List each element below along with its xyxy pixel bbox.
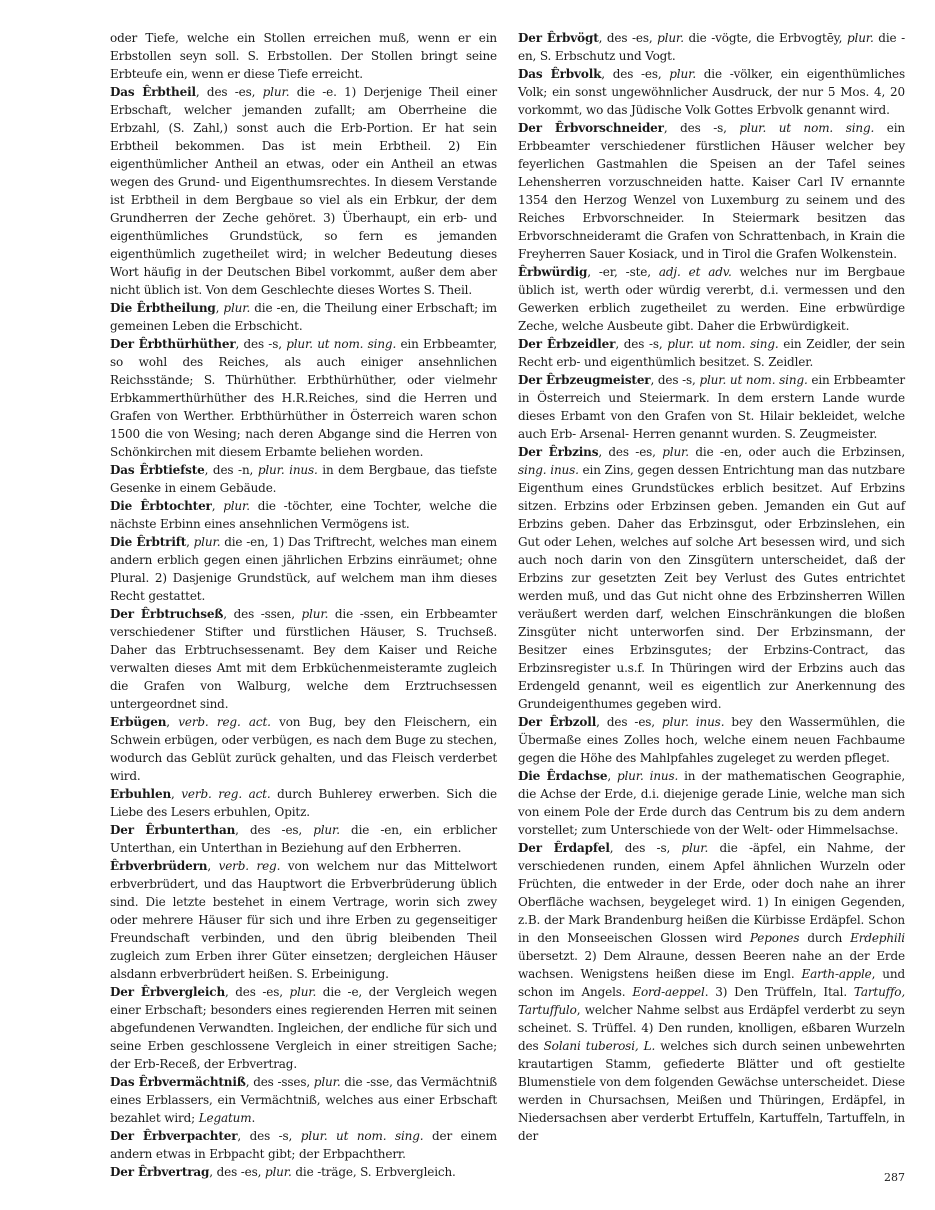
entry-headword: Der Êrbvorschneider bbox=[518, 121, 664, 135]
entry-text: , des -es, bbox=[596, 715, 663, 729]
entry-grammar-note: Pepones bbox=[749, 931, 800, 945]
entry-grammar-note: plur. bbox=[846, 31, 874, 45]
entry-text: . 3) Den Trüffeln, Ital. bbox=[704, 985, 854, 999]
entry-text: , des -ssen, bbox=[223, 607, 302, 621]
entry-grammar-note: plur. bbox=[662, 445, 689, 459]
entry-text: durch Buhlerey erwerben. Sich die Liebe des Lesers erbuhlen, Opitz. bbox=[110, 787, 497, 819]
entry-headword: Der Êrbvögt bbox=[518, 31, 599, 45]
entry-text: welches sich durch seinen unbewehrten krautartigen Stamm, gefiederte Blätter und oft gestielte Blumenstiele von dem folgenden Gewächse unterscheidet. Diese werden in Chursachsen, Meißen und Thüringen, Erdäpfel, in Niedersachsen aber verderbt Ertuffeln, Kartuffeln, Tartuffeln, in der bbox=[518, 1039, 905, 1143]
entry-grammar-note: plur. bbox=[193, 535, 221, 549]
dictionary-entry bbox=[518, 65, 905, 119]
right-column bbox=[518, 29, 905, 1145]
dictionary-entry bbox=[518, 371, 905, 443]
entry-text: , des -es, bbox=[209, 1165, 265, 1179]
entry-text: , und schon im Angels. bbox=[518, 967, 905, 999]
entry-headword: Der Êrdapfel bbox=[518, 841, 610, 855]
entry-text: , des -es, bbox=[225, 985, 290, 999]
entry-text: , des -n, bbox=[204, 463, 258, 477]
entry-grammar-note: plur. bbox=[223, 499, 250, 513]
entry-grammar-note: plur. inus. bbox=[616, 769, 679, 783]
entry-text: von Bug, bey den Fleischern, ein Schwein erbügen, oder verbügen, es nach dem Buge zu stechen, wodurch das Geblüt zurück gehalten, und das Fleisch verderbet wird. bbox=[110, 715, 497, 783]
entry-grammar-note: plur. bbox=[301, 607, 329, 621]
entry-text: von welchem nur das Mittelwort erbverbrüdert, und das Hauptwort die Erbverbrüderung üblich sind. Die letzte bestehet in einem Vertrage, worin sich zwey oder mehrere Häuser für sich und ihre Erben zu gegenseitiger Freundschaft verbinden, und den übrig bleibenden Theil zugleich zum Erben ihrer Güter einsetzen; dergleichen Häuser alsdann erbverbrüdert heißen. S. Erbeinigung. bbox=[110, 859, 497, 981]
entry-text: , des -es, bbox=[235, 823, 314, 837]
entry-headword: Der Êrbvergleich bbox=[110, 985, 226, 999]
dictionary-entry bbox=[110, 83, 497, 299]
entry-text: die -en, ein erblicher Unterthan, ein Unterthan in Beziehung auf den Erbherren. bbox=[110, 823, 498, 855]
entry-grammar-note: Legatum bbox=[198, 1111, 252, 1125]
entry-text: , des -es, bbox=[598, 445, 663, 459]
entry-text: die -en, oder auch die Erbzinsen, bbox=[688, 445, 905, 459]
dictionary-entry bbox=[110, 983, 497, 1073]
entry-grammar-note: verb. reg. bbox=[218, 859, 281, 873]
entry-grammar-note: plur. bbox=[313, 823, 340, 837]
entry-grammar-note: Eord-aeppel bbox=[632, 985, 705, 999]
entry-headword: Erbügen bbox=[110, 715, 167, 729]
entry-grammar-note: Tartuffo, Tartuffulo bbox=[518, 985, 905, 1017]
entry-grammar-note: plur. ut nom. sing. bbox=[667, 337, 779, 351]
entry-grammar-note: plur. ut nom. sing. bbox=[300, 1129, 424, 1143]
entry-headword: Der Êrbtruchseß bbox=[110, 607, 224, 621]
entry-text: , des -es, bbox=[195, 85, 263, 99]
entry-headword: Das Êrbvolk bbox=[518, 67, 602, 81]
entry-text: , -er, -ste, bbox=[587, 265, 659, 279]
entry-headword: Der Êrbzins bbox=[518, 445, 599, 459]
entry-grammar-note: Earth-apple bbox=[801, 967, 872, 981]
entry-grammar-note: plur. bbox=[669, 67, 696, 81]
entry-grammar-note: plur. bbox=[313, 1075, 341, 1089]
entry-text: ein Zeidler, der sein Recht erb- und eigenthümlich besitzet. S. Zeidler. bbox=[518, 337, 905, 369]
entry-headword: Êrbwürdig bbox=[518, 265, 588, 279]
entry-text: die -völker, ein eigenthümliches Volk; ein sonst ungewöhnlicher Ausdruck, der nur 5 Mos. 4, 20 vorkommt, wo das Jüdische Volk Gottes Erbvolk genannt wird. bbox=[518, 67, 905, 117]
entry-headword: Das Êrbtiefste bbox=[110, 463, 205, 477]
entry-text: , bbox=[186, 535, 194, 549]
entry-grammar-note: plur. bbox=[264, 1165, 292, 1179]
entry-text: , des -s, bbox=[615, 337, 668, 351]
entry-text: die -sse, das Vermächtniß eines Erblassers, ein Vermächtniß, welches aus einer Erbschaft bezahlet wird; bbox=[110, 1075, 497, 1125]
dictionary-entry bbox=[518, 713, 905, 767]
dictionary-entry bbox=[518, 443, 905, 713]
entry-text: ein Erbbeamter verschiedener fürstlichen Häuser welcher bey feyerlichen Gastmahlen die Speisen an der Tafel seines Lehensherren vorzuschneiden hatte. Kaiser Carl IV ernannte 1354 den Herzog Wenzel von Luxemburg zu seinem und des Reiches Erbvorschneider. In Steiermark besitzen das Erbvorschneideramt die Grafen von Schrattenbach, in Krain die Freyherren Sauer Kosiack, und in Tirol die Grafen Wolkenstein. bbox=[518, 121, 905, 261]
entry-grammar-note: plur. bbox=[262, 85, 290, 99]
entry-grammar-note: plur. bbox=[657, 31, 684, 45]
dictionary-entry bbox=[518, 767, 905, 839]
dictionary-entry bbox=[110, 1127, 497, 1163]
entry-grammar-note: plur. inus. bbox=[662, 715, 725, 729]
entry-text: die -ssen, ein Erbbeamter verschiedener Stifter und fürstlichen Häuser, S. Truchseß. Daher das Erbtruchsessenamt. Bey dem Kaiser und Reiche verwalten dieses Amt mit dem Erbküchenmeisteramte zugleich die Grafen von Walburg, welche dem Erztruchsessen untergeordnet sind. bbox=[110, 607, 498, 711]
entry-headword: Das Êrbtheil bbox=[110, 85, 196, 99]
dictionary-entry bbox=[518, 335, 905, 371]
entry-text: durch bbox=[799, 931, 851, 945]
entry-text: in der mathematischen Geographie, die Achse der Erde, d.i. diejenige gerade Linie, welche man sich von einem Pole der Erde durch das Centrum bis zu dem andern vorstellet; zum Unterschiede von der Welt- oder Himmelsachse. bbox=[518, 769, 905, 837]
entry-text: die -träge, S. Erbvergleich. bbox=[291, 1165, 456, 1179]
entry-text: , bbox=[171, 787, 182, 801]
entry-text: ein Zins, gegen dessen Entrichtung man das nutzbare Eigenthum eines Grundstückes erblich besitzet. Auf Erbzins sitzen. Erbzins oder Erbzinsen geben. Jemanden ein Gut auf Erbzins geben. Daher das Erbzinsgut, oder Erbzinslehen, ein Gut oder Lehen, welches auf solche Art besessen wird, und sich auch noch darin von den Zinsgütern unterscheidet, daß der Erbzins zur gesetzten Zeit bey Verlust des Gutes entrichtet werden muß, und das Gut nicht ohne des Erbzinsherren Willen veräußert werden darf, welchen Einschränkungen die bloßen Zinsgüter nicht unterworfen sind. Der Erbzinsmann, der Besitzer eines Erbzinsgutes; der Erbzins-Contract, das Erbzinsregister u.s.f. In Thüringen wird der Erbzins auch das Erdengeld genannt, weil es eigentlich zur Anerkennung des Grundeigenthumes gegeben wird. bbox=[518, 463, 906, 711]
entry-text: . bbox=[251, 1111, 256, 1125]
dictionary-entry bbox=[518, 29, 905, 65]
dictionary-entry bbox=[110, 713, 497, 785]
left-column bbox=[110, 29, 497, 1181]
entry-text: , bbox=[215, 301, 224, 315]
dictionary-entry bbox=[110, 335, 497, 461]
dictionary-entry bbox=[110, 299, 497, 335]
entry-grammar-note: plur. ut nom. sing. bbox=[286, 337, 397, 351]
entry-grammar-note: Solani tuberosi, L. bbox=[543, 1039, 656, 1053]
entry-text: , welcher Nahme selbst aus Erdäpfel verderbt zu seyn scheinet. S. Trüffel. 4) Den runden, knolligen, eßbaren Wurzeln des bbox=[518, 1003, 905, 1053]
entry-text: die -äpfel, ein Nahme, der verschiedenen runden, einem Apfel ähnlichen Wurzeln oder Früchten, die entweder in der Erde, oder doch nahe an ihrer Oberfläche wachsen, beygeleget wird. 1) In einigen Gegenden, z.B. der Mark Brandenburg heißen die Kürbisse Erdäpfel. Schon in den Monseeischen Glossen wird bbox=[518, 841, 906, 945]
dictionary-entry bbox=[110, 785, 497, 821]
entry-text: , bbox=[211, 499, 224, 513]
entry-text: die -en, 1) Das Triftrecht, welches man einem andern erblich gegen einen jährlichen Erbzins einräumet; ohne Plural. 2) Dasjenige Grundstück, auf welchem man ihm dieses Recht gestattet. bbox=[110, 535, 497, 603]
entry-text: , des -sses, bbox=[245, 1075, 314, 1089]
entry-text: , des -s, bbox=[237, 1129, 301, 1143]
entry-text: , des -es, bbox=[601, 67, 670, 81]
dictionary-entry bbox=[110, 533, 497, 605]
entry-headword: Êrbverbrüdern bbox=[110, 859, 208, 873]
dictionary-entry bbox=[518, 839, 905, 1145]
entry-headword: Der Êrbzoll bbox=[518, 715, 597, 729]
entry-text: die -en, die Theilung einer Erbschaft; im gemeinen Leben die Erbschicht. bbox=[110, 301, 497, 333]
dictionary-entry bbox=[110, 497, 497, 533]
dictionary-entry bbox=[110, 461, 497, 497]
dictionary-entry bbox=[110, 1073, 497, 1127]
entry-text: die -töchter, eine Tochter, welche die nächste Erbinn eines ansehnlichen Vermögens ist. bbox=[110, 499, 497, 531]
entry-headword: Die Êrbtochter bbox=[110, 499, 212, 513]
entry-text: , bbox=[207, 859, 219, 873]
entry-text: , des -s, bbox=[650, 373, 700, 387]
entry-grammar-note: plur. ut nom. sing. bbox=[739, 121, 875, 135]
entry-grammar-note: verb. reg. act. bbox=[178, 715, 271, 729]
entry-text: der einem andern etwas in Erbpacht gibt; der Erbpachtherr. bbox=[110, 1129, 497, 1161]
entry-grammar-note: plur. ut nom. sing. bbox=[699, 373, 808, 387]
entry-text: die -e, der Vergleich wegen einer Erbschaft; besonders eines regierenden Herren mit seinen abgefundenen Verwandten. Ingleichen, der endliche für sich und seine Erben geschlossene Vergleich in einer streitigen Sache; der Erb-Receß, der Erbvertrag. bbox=[110, 985, 497, 1071]
dictionary-entry bbox=[110, 605, 497, 713]
page-number: 287 bbox=[884, 1171, 905, 1184]
entry-text: ein Erbbeamter in Österreich und Steiermark. In dem erstern Lande wurde dieses Erbamt von den Grafen von St. Hilair bekleidet, welche auch Erb- Arsenal- Herren genannt wurden. S. Zeugmeister. bbox=[518, 373, 905, 441]
entry-headword: Der Êrbzeugmeister bbox=[518, 373, 651, 387]
entry-headword: Der Êrbzeidler bbox=[518, 337, 616, 351]
entry-headword: Die Êrbtheilung bbox=[110, 301, 216, 315]
entry-text: in dem Bergbaue, das tiefste Gesenke in einem Gebäude. bbox=[110, 463, 497, 495]
entry-headword: Das Êrbvermächtniß bbox=[110, 1075, 246, 1089]
entry-text: übersetzt. 2) Dem Alraune, dessen Beeren nahe an der Erde wachsen. Wenigstens heißen diese im Engl. bbox=[518, 949, 905, 981]
entry-headword: Erbuhlen bbox=[110, 787, 172, 801]
dictionary-entry bbox=[110, 29, 497, 83]
entry-headword: Die Êrdachse bbox=[518, 769, 608, 783]
entry-headword: Der Êrbthürhüther bbox=[110, 337, 236, 351]
entry-text: welches nur im Bergbaue üblich ist, werth oder würdig vererbt, d.i. vermessen und den Gewerken erblich zugetheilet zu werden. Eine erbwürdige Zeche, welche Ausbeute gibt. Daher die Erbwürdigkeit. bbox=[518, 265, 905, 333]
entry-headword: Der Êrbunterthan bbox=[110, 823, 236, 837]
entry-grammar-note: plur. bbox=[223, 301, 251, 315]
entry-text: , des -s, bbox=[235, 337, 287, 351]
entry-grammar-note: Erdephili bbox=[850, 931, 905, 945]
entry-text: , des -s, bbox=[663, 121, 740, 135]
entry-headword: Die Êrbtrift bbox=[110, 535, 187, 549]
entry-text: , des -s, bbox=[609, 841, 682, 855]
entry-text: oder Tiefe, welche ein Stollen erreichen muß, wenn er ein Erbstollen seyn soll. S. Erbstollen. Der Stollen bringt seine Erbteufe ein, wenn er diese Tiefe erreicht. bbox=[110, 31, 497, 81]
dictionary-entry bbox=[518, 263, 905, 335]
entry-grammar-note: plur. bbox=[289, 985, 317, 999]
entry-text: ein Erbbeamter, so wohl des Reiches, als auch einiger ansehnlichen Reichsstände; S. Thürhüther. Erbthürhüther, oder vielmehr Erbkammerthürhüther des H.R.Reiches, sind die Herren und Grafen von Werther. Erbthürhüther in Österreich waren schon 1500 die von Wesing; nach deren Abgange sind die Herren von Schönkirchen mit diesem Erbamte beliehen worden. bbox=[110, 337, 497, 459]
entry-grammar-note: adj. et adv. bbox=[658, 265, 732, 279]
entry-text: die -en, S. Erbschutz und Vogt. bbox=[518, 31, 905, 63]
dictionary-entry bbox=[110, 857, 497, 983]
entry-text: , bbox=[166, 715, 179, 729]
entry-text: , des -es, bbox=[598, 31, 658, 45]
dictionary-entry bbox=[518, 119, 905, 263]
dictionary-entry bbox=[110, 821, 497, 857]
entry-headword: Der Êrbverpachter bbox=[110, 1129, 238, 1143]
entry-grammar-note: verb. reg. act. bbox=[181, 787, 271, 801]
entry-text: bey den Wassermühlen, die Übermaße eines Zolles hoch, welche einem neuen Fachbaume gegen die Höhe des Mahlpfahles zugeleget zu werden pfleget. bbox=[518, 715, 905, 765]
entry-grammar-note: plur. inus. bbox=[257, 463, 318, 477]
entry-grammar-note: plur. bbox=[681, 841, 709, 855]
entry-text: die -vögte, die Erbvogtēy, bbox=[683, 31, 847, 45]
entry-text: die -e. 1) Derjenige Theil einer Erbschaft, welcher jemanden zufallt; am Oberrheine die Erbzahl, (S. Zahl,) sonst auch die Erb-Portion. Er hat sein Erbtheil bekommen. Das ist mein Erbtheil. 2) Ein eigenthümlicher Antheil an etwas, oder ein Antheil an etwas wegen des Grund- und Eigenthumsrechtes. In diesem Verstande ist Erbtheil in dem Bergbaue so viel als ein Erbkur, der dem Grundherren der Zeche gehöret. 3) Überhaupt, ein erb- und eigenthümliches Grundstück, so fern es jemanden eigenthümlich zugetheilet wird; in welcher Bedeutung dieses Wort häufig in der Deutschen Bibel vorkommt, außer dem aber nicht üblich ist. Von dem Geschlechte dieses Wortes S. Theil. bbox=[110, 85, 497, 297]
entry-text: , bbox=[607, 769, 617, 783]
dictionary-entry bbox=[110, 1163, 497, 1181]
entry-headword: Der Êrbvertrag bbox=[110, 1165, 210, 1179]
entry-grammar-note: sing. inus. bbox=[518, 463, 579, 477]
